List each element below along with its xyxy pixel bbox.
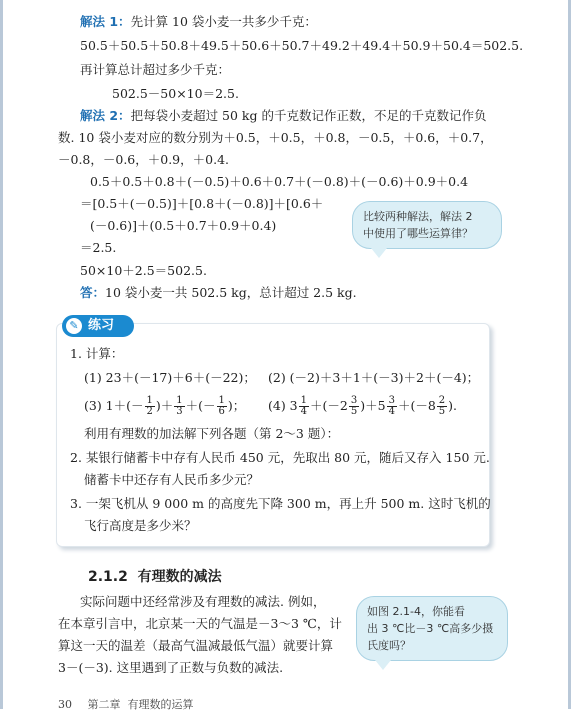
chapter-title: 有理数的运算 <box>127 698 194 711</box>
page-number: 30 <box>58 698 72 711</box>
bubble2-line1: 如图 2.1-4，你能看 <box>367 605 465 618</box>
exercise-tab-label: 练习 <box>88 318 115 333</box>
solution1-then: 再计算总计超过多少千克： <box>80 62 231 77</box>
chapter-number: 第二章 <box>87 698 121 711</box>
fraction-one-third: $\frac{1}{3}$ <box>176 395 183 417</box>
solution2-label: 解法 2： <box>80 108 131 123</box>
pencil-icon: ✎ <box>66 318 82 334</box>
page-footer <box>58 696 194 712</box>
solution2-calc4: ＝2.5. <box>80 240 117 255</box>
exercise-q3-line2: 飞行高度是多少米？ <box>84 518 197 533</box>
solution2-calc1: 0.5＋0.5＋0.8＋(－0.5)＋0.6＋0.7＋(－0.8)＋(－0.6)＋0.9＋0.4 <box>90 174 469 189</box>
page-left-border <box>0 0 3 709</box>
exercise-q1-1: (1) 23＋(－17)＋6＋(－22)； <box>84 370 256 385</box>
exercise-instruction: 利用有理数的加法解下列各题（第 2～3 题）： <box>84 426 340 441</box>
exercise-q2-line1: 2. 某银行储蓄卡中存有人民币 450 元，先取出 80 元，随后又存入 150 元. <box>70 450 490 465</box>
exercise-q1-4: (4) 3 $\frac{1}{4}$ ＋(－2 $\frac{3}{5}$ )＋5 $\frac{3}{4}$ ＋(－8 $\frac{2}{5}$ ). <box>268 395 458 417</box>
hint-bubble-operation-laws <box>352 201 502 249</box>
answer-label: 答： <box>80 285 106 300</box>
fraction-three-fifths: $\frac{3}{5}$ <box>350 395 358 417</box>
solution2-calc2: ＝[0.5＋(－0.5)]＋[0.8＋(－0.8)]＋[0.6＋ <box>80 196 324 211</box>
solution1-intro-line <box>80 14 317 30</box>
body-line2: 在本章引言中，北京某一天的气温是－3～3 ℃，计 <box>58 616 342 631</box>
solution2-text2: 数. 10 袋小麦对应的数分别为＋0.5，＋0.5，＋0.8，－0.5，＋0.6，＋0.7， <box>58 130 493 145</box>
bubble1-line1: 比较两种解法，解法 2 <box>363 210 473 223</box>
fraction-one-sixth: $\frac{1}{6}$ <box>218 395 225 417</box>
section-number: 2.1.2 <box>88 569 128 585</box>
body-line4: 3－(－3). 这里遇到了正数与负数的减法. <box>58 660 284 675</box>
solution2-calc3: (－0.6)]＋(0.5＋0.7＋0.9＋0.4) <box>90 218 277 233</box>
solution2-calc5: 50×10＋2.5＝502.5. <box>80 263 207 278</box>
exercise-tab <box>62 315 134 337</box>
fraction-three-fourths: $\frac{3}{4}$ <box>388 395 395 417</box>
exercise-q1: 1. 计算： <box>70 346 124 361</box>
answer-text: 10 袋小麦一共 502.5 kg，总计超过 2.5 kg. <box>105 285 357 300</box>
answer-line <box>80 285 357 301</box>
solution2-text1: 把每袋小麦超过 50 kg 的千克数记作正数，不足的千克数记作负 <box>130 108 487 123</box>
solution1-intro: 先计算 10 袋小麦一共多少千克： <box>130 14 317 29</box>
exercise-q1-3: (3) 1＋(－ $\frac{1}{2}$ )＋ $\frac{1}{3}$ ＋(－ $\frac{1}{6}$ )； <box>84 395 246 417</box>
solution2-text3: －0.8，－0.6，＋0.9，＋0.4. <box>58 152 229 167</box>
section-title: 有理数的减法 <box>137 569 222 585</box>
bubble2-line3: 氏度吗？ <box>367 639 411 652</box>
fraction-one-half: $\frac{1}{2}$ <box>146 395 153 417</box>
solution2-text1-line <box>80 108 486 124</box>
exercise-q3-line1: 3. 一架飞机从 9 000 m 的高度先下降 300 m，再上升 500 m. 这时飞机的 <box>70 496 491 511</box>
body-line3: 算这一天的温差（最高气温减最低气温）就要计算 <box>58 638 334 653</box>
fraction-one-fourth: $\frac{1}{4}$ <box>300 395 308 417</box>
exercise-q1-4-prefix: (4) 3 <box>268 398 298 413</box>
bubble1-line2: 中使用了哪些运算律？ <box>363 227 473 240</box>
exercise-q1-3-prefix: (3) 1＋(－ <box>84 398 144 413</box>
fraction-two-fifths: $\frac{2}{5}$ <box>438 395 446 417</box>
body-line1: 实际问题中还经常涉及有理数的减法. 例如， <box>80 594 326 609</box>
hint-bubble-temperature <box>356 596 508 661</box>
solution1-label: 解法 1： <box>80 14 131 29</box>
bubble2-line2: 出 3 ℃比－3 ℃高多少摄 <box>367 622 494 635</box>
exercise-q2-line2: 储蓄卡中还存有人民币多少元？ <box>84 472 260 487</box>
exercise-q1-2: (2) (－2)＋3＋1＋(－3)＋2＋(－4)； <box>268 370 480 385</box>
solution1-excess: 502.5－50×10＝2.5. <box>112 86 239 101</box>
solution1-sum: 50.5＋50.5＋50.8＋49.5＋50.6＋50.7＋49.2＋49.4＋50.9＋50.4＝502.5. <box>80 38 524 53</box>
section-heading <box>88 566 222 586</box>
